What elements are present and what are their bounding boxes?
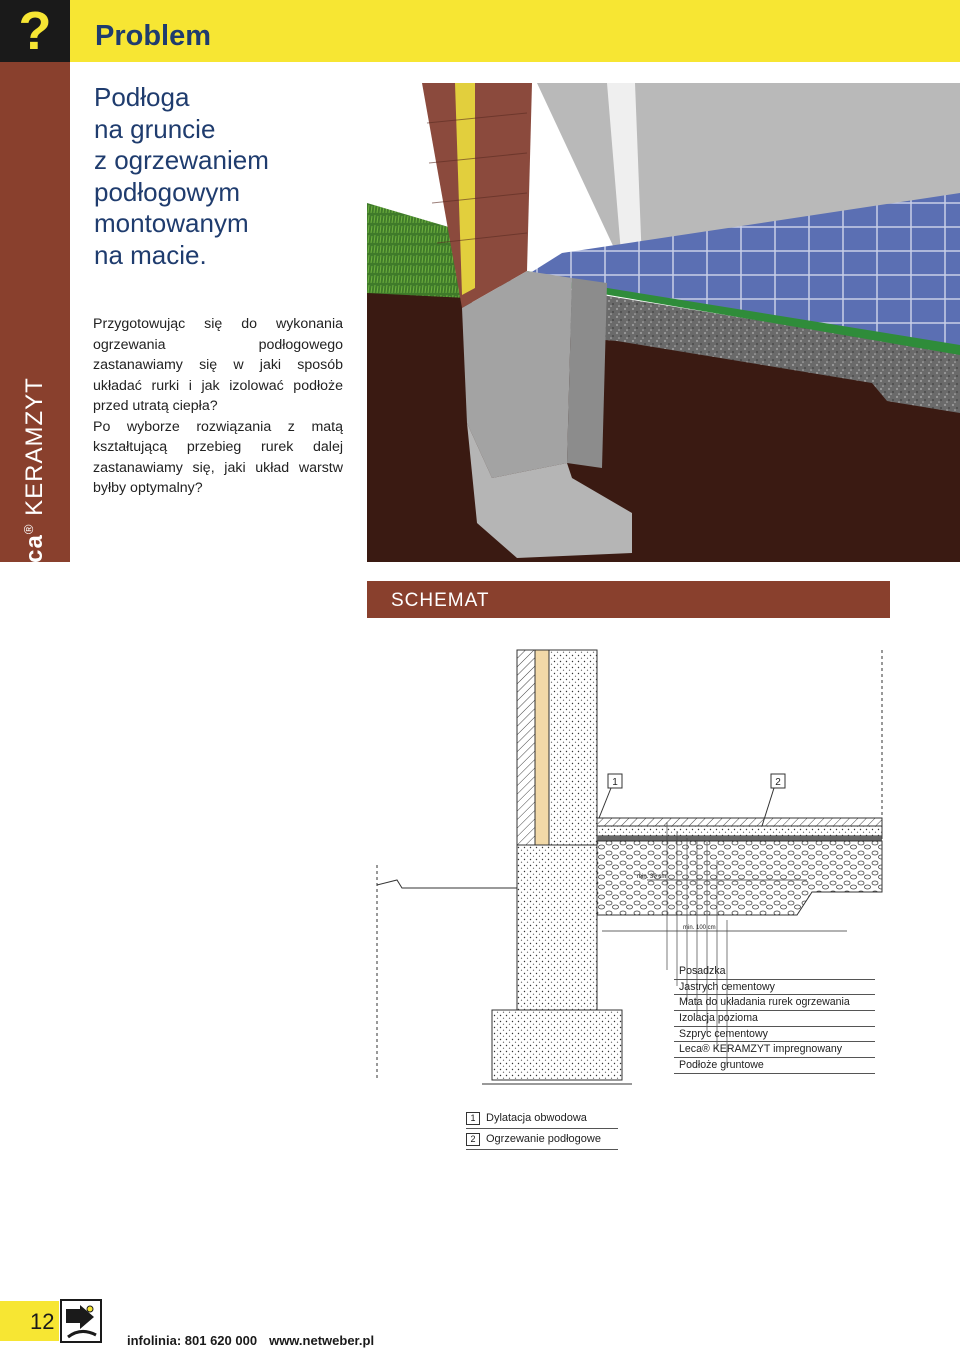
legend-row	[466, 1129, 618, 1150]
layer-item: Posadzka	[674, 964, 875, 980]
footer-contact	[127, 1333, 374, 1348]
legend-number: 1	[466, 1112, 480, 1125]
sidebar	[0, 62, 70, 593]
subtitle-line: podłogowym	[94, 176, 240, 207]
footer-website[interactable]: www.netweber.pl	[269, 1333, 375, 1348]
legend-row	[466, 1108, 618, 1129]
sidebar-brand-text	[21, 377, 49, 593]
sidebar-reg-mark: ®	[21, 523, 36, 535]
page-title: Problem	[95, 20, 212, 52]
body-paragraph-2: Po wyborze rozwiązania z matą kształtującą przebieg rurek dalej zastanawiamy się, jaki układ warstw byłby optymalny?	[93, 418, 343, 496]
sidebar-product: KERAMZYT	[21, 377, 48, 516]
subtitle-line: z ogrzewaniem	[94, 145, 269, 175]
weber-logo-icon	[60, 1299, 102, 1343]
sidebar-brand: Leca	[21, 534, 48, 593]
layer-item: Leca® KERAMZYT impregnowany	[674, 1042, 875, 1058]
foundation-illustration	[367, 83, 960, 562]
subtitle-line: na gruncie	[94, 113, 216, 144]
legend-number: 2	[466, 1133, 480, 1146]
page-number: 12	[30, 1309, 55, 1334]
question-mark-icon: ?	[0, 0, 70, 62]
subtitle	[94, 82, 354, 271]
subtitle-line: montowanym	[94, 208, 249, 238]
callout-1: 1	[612, 777, 618, 788]
body-paragraph-1: Przygotowując się do wykonania ogrzewania podłogowego zastanawiamy się w jaki sposób układać rurki i jak izolować podłoże przed utratą ciepła?	[93, 316, 343, 414]
layer-item: Izolacja pozioma	[674, 1011, 875, 1027]
layer-item: Jastrych cementowy	[674, 980, 875, 996]
legend-label: Ogrzewanie podłogowe	[486, 1133, 601, 1145]
layer-item: Mata do układania rurek ogrzewania	[674, 995, 875, 1011]
subtitle-line: na macie.	[94, 239, 207, 270]
legend-label: Dylatacja obwodowa	[486, 1112, 587, 1124]
subtitle-line: Podłoga	[94, 82, 190, 112]
body-text	[93, 314, 343, 499]
layer-list	[674, 964, 875, 1074]
legend	[466, 1108, 618, 1150]
footer-phone: infolinia: 801 620 000	[127, 1333, 258, 1348]
dim-label-30: min. 30 cm	[637, 874, 667, 880]
callout-2: 2	[775, 777, 781, 788]
schemat-label: SCHEMAT	[391, 590, 490, 611]
dim-label-100: min. 100 cm	[683, 925, 716, 931]
layer-item: Szpryc cementowy	[674, 1027, 875, 1043]
schemat-header	[367, 581, 890, 618]
layer-item: Podłoże gruntowe	[674, 1058, 875, 1074]
